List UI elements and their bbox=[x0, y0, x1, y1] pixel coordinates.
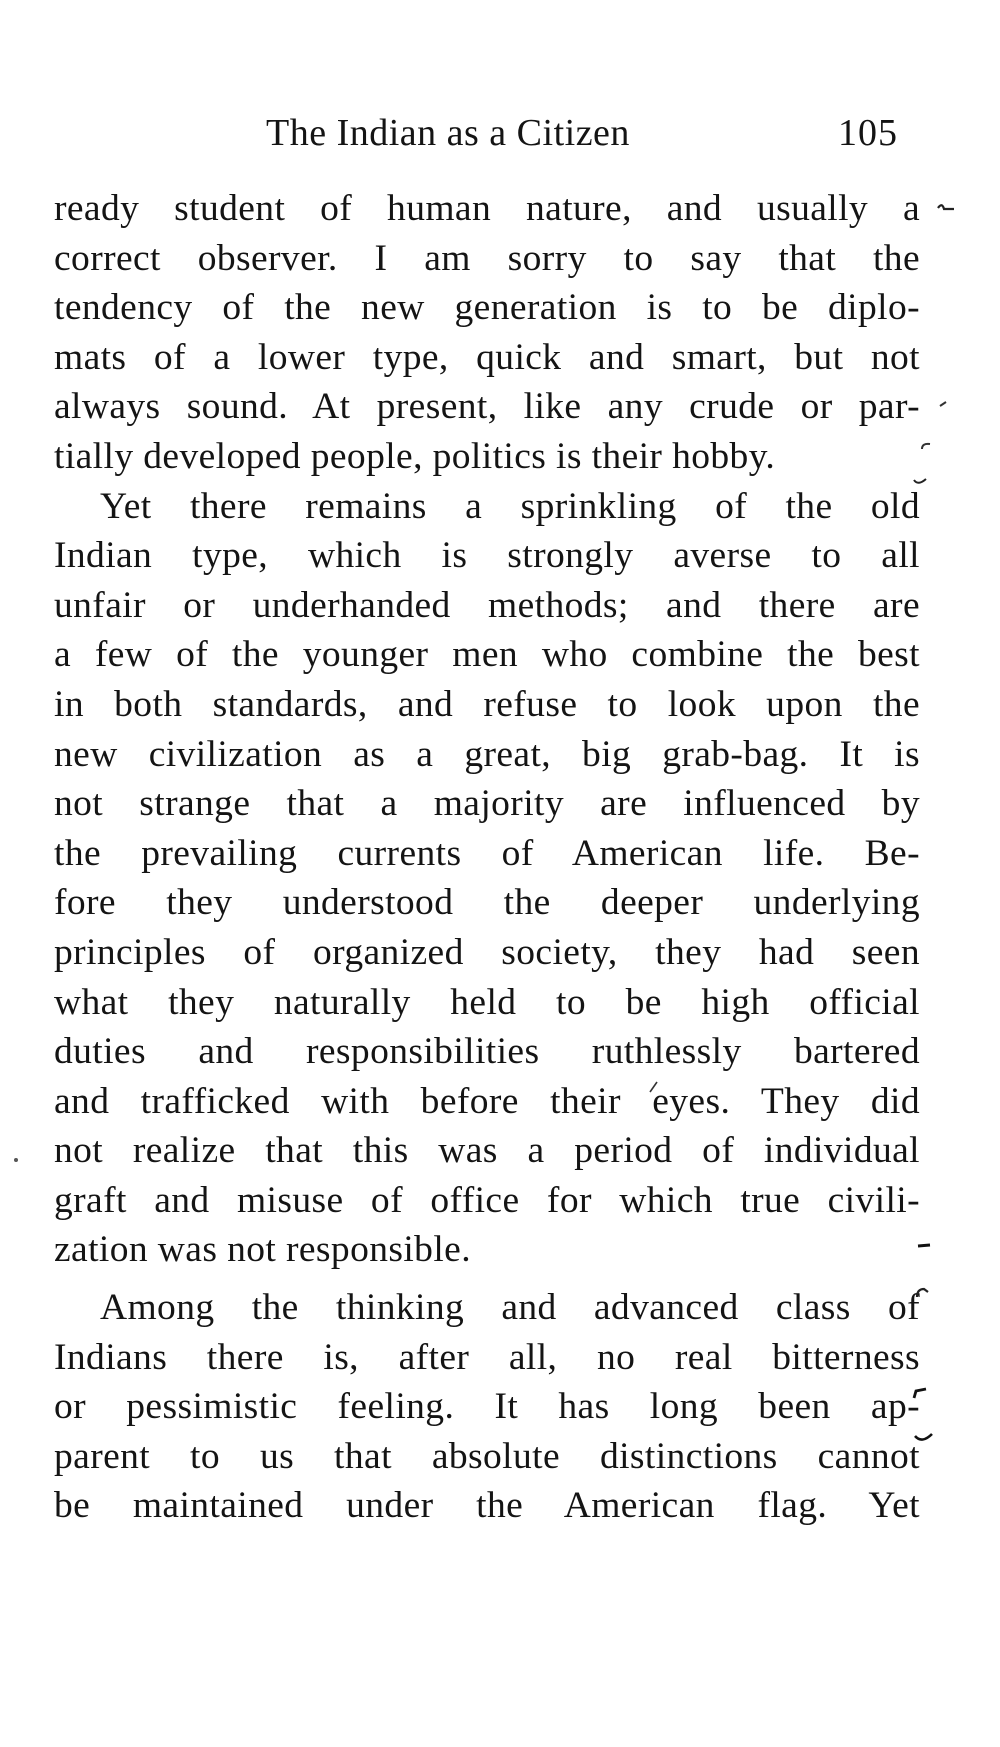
running-head bbox=[0, 108, 1000, 158]
text-line: or pessimistic feeling. It has long been ap- bbox=[54, 1386, 920, 1428]
text-line: mats of a lower type, quick and smart, but not bbox=[54, 336, 920, 378]
paragraph bbox=[54, 1283, 920, 1531]
margin-mark-icon bbox=[914, 1286, 934, 1300]
text-line: Indians there is, after all, no real bitterness bbox=[54, 1336, 920, 1378]
page-number: 105 bbox=[838, 112, 898, 154]
margin-mark-icon bbox=[916, 1240, 936, 1254]
text-line: new civilization as a great, big grab-bag. It is bbox=[54, 733, 920, 775]
paragraph-gap bbox=[54, 1275, 920, 1283]
text-line: Yet there remains a sprinkling of the old bbox=[100, 485, 920, 527]
text-line: duties and responsibilities ruthlessly bartered bbox=[54, 1031, 920, 1073]
margin-mark-icon bbox=[936, 200, 956, 214]
text-line: in both standards, and refuse to look upon the bbox=[54, 683, 920, 725]
text-line: parent to us that absolute distinctions cannot bbox=[54, 1435, 920, 1477]
text-line: fore they understood the deeper underlying bbox=[54, 882, 920, 924]
text-line: graft and misuse of office for which true civili- bbox=[54, 1179, 920, 1221]
text-line: a few of the younger men who combine the best bbox=[54, 634, 920, 676]
text-line: Among the thinking and advanced class of bbox=[100, 1287, 920, 1329]
body-text bbox=[54, 184, 920, 1531]
text-line: zation was not responsible. bbox=[54, 1229, 471, 1271]
paragraph bbox=[54, 184, 920, 482]
margin-dot bbox=[14, 1158, 18, 1162]
text-line: Indian type, which is strongly averse to all bbox=[54, 535, 920, 577]
text-line: what they naturally held to be high official bbox=[54, 981, 920, 1023]
text-line: tendency of the new generation is to be diplo- bbox=[54, 287, 920, 329]
caret-mark-icon bbox=[648, 1080, 660, 1094]
text-line: be maintained under the American flag. Yet bbox=[54, 1485, 920, 1527]
text-line: not realize that this was a period of individual bbox=[54, 1130, 920, 1172]
text-line: principles of organized society, they had seen bbox=[54, 931, 920, 973]
margin-mark-icon bbox=[912, 476, 932, 490]
text-line: unfair or underhanded methods; and there are bbox=[54, 584, 920, 626]
text-line: always sound. At present, like any crude or par- bbox=[54, 386, 920, 428]
text-line: and trafficked with before their eyes. They did bbox=[54, 1080, 920, 1122]
text-line: ready student of human nature, and usually a bbox=[54, 188, 920, 229]
margin-mark-icon bbox=[918, 440, 938, 454]
text-line: the prevailing currents of American life. Be- bbox=[54, 832, 920, 874]
text-line: tially developed people, politics is their hobby. bbox=[54, 435, 776, 477]
margin-mark-icon bbox=[912, 1386, 932, 1400]
margin-mark-icon bbox=[914, 1432, 934, 1446]
margin-mark-icon bbox=[936, 396, 956, 410]
text-line: correct observer. I am sorry to say that the bbox=[54, 237, 920, 279]
text-line: not strange that a majority are influenced by bbox=[54, 783, 920, 825]
paragraph bbox=[54, 482, 920, 1276]
running-title: The Indian as a Citizen bbox=[266, 112, 630, 154]
